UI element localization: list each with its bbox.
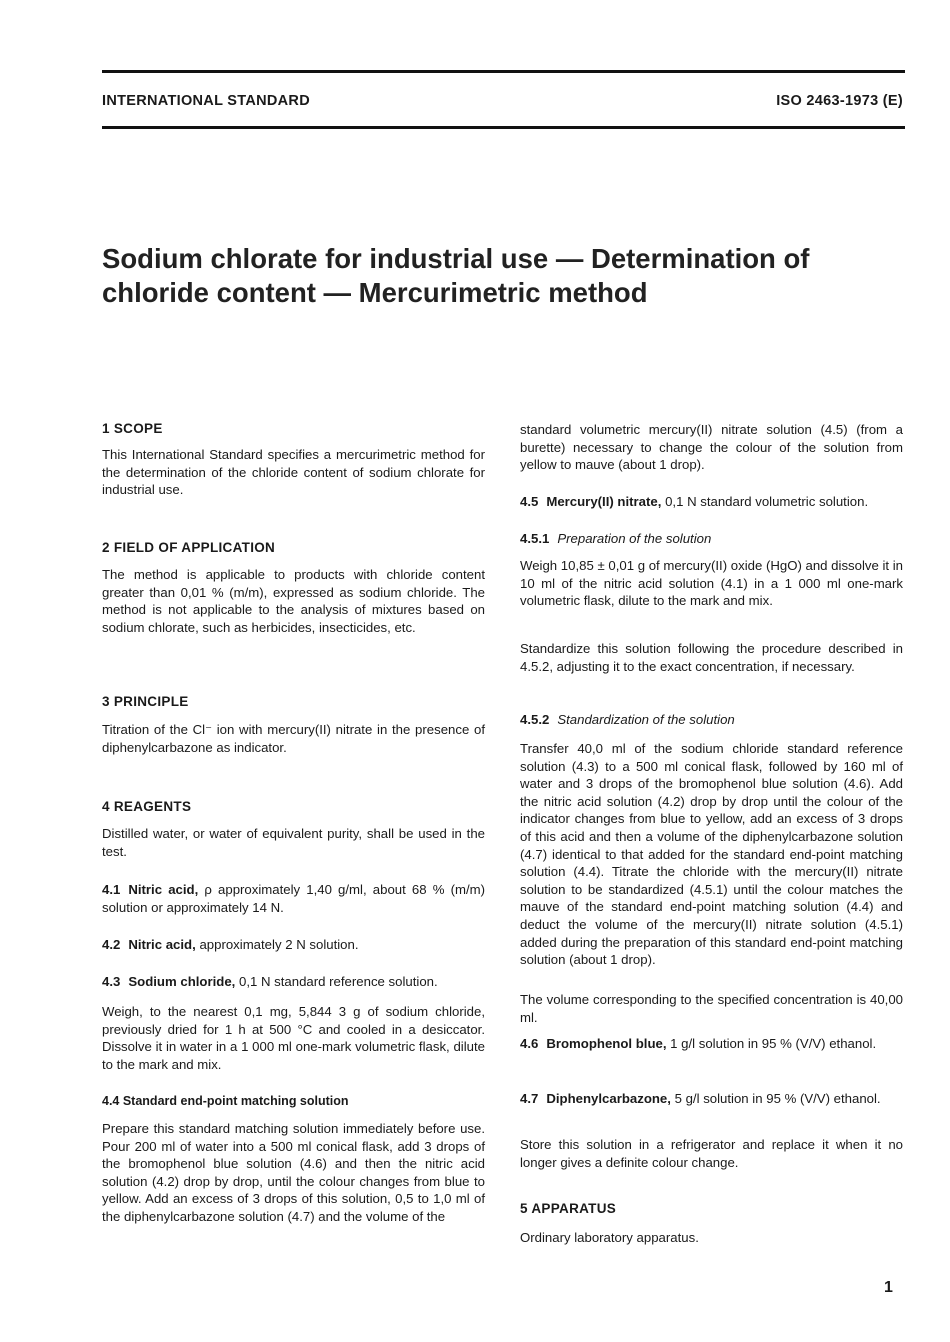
reagent-item bbox=[520, 493, 903, 511]
item-name: Sodium chloride, bbox=[128, 974, 236, 989]
paragraph: This International Standard specifies a mercurimetric method for the determination of the chloride content of sodium chlorate for industrial use. bbox=[102, 447, 485, 498]
item-text: 5 g/l solution in 95 % (V/V) ethanol. bbox=[670, 1091, 881, 1106]
paragraph: Weigh, to the nearest 0,1 mg, 5,844 3 g of sodium chloride, previously dried for 1 h at 500 °C and cooled in a desiccator. Dissolve it in water in a 1 000 ml one-mark volumetric flask, dilute to the mark and mix. bbox=[102, 1004, 485, 1072]
item-number: 4.2 bbox=[102, 937, 121, 952]
paragraph: Standardize this solution following the procedure described in 4.5.2, adjusting it to the exact concentration, if necessary. bbox=[520, 641, 903, 674]
paragraph: Prepare this standard matching solution immediately before use. Pour 200 ml of water into a 500 ml conical flask, add 3 drops of the bromophenol blue solution (4.6) and then the nitric acid solution (4.2) drop by drop, until the colour changes from blue to yellow. Add an excess of 3 drops of this solution, 0,5 to 1,0 ml of the diphenylcarbazone solution (4.7) and the volume of the bbox=[102, 1121, 485, 1224]
paragraph: Store this solution in a refrigerator and replace it when it no longer gives a definite colour change. bbox=[520, 1137, 903, 1170]
paragraph: Transfer 40,0 ml of the sodium chloride standard reference solution (4.3) to a 500 ml conical flask, followed by 160 ml of water and 3 drops of the bromophenol blue solution (4.6). Add the nitric acid solution (4.2) drop by drop until the colour of the indicator changes from blue to yellow, add an excess of 3 drops of this acid and then a volume of the diphenylcarbazone solution (4.7) identical to that added for the standard end-point matching solution (4.4). Titrate the chloride with the mercury(II) nitrate solution to be standardized (4.5.1) until the colour matches the mauve of the standard end-point matching solution (4.4) and deduct the volume of the mercury(II) nitrate solution (4.5.1) added during the preparation of this standard end-point matching solution (about 1 drop). bbox=[520, 741, 903, 968]
section-heading: 3 PRINCIPLE bbox=[102, 694, 189, 709]
item-number: 4.1 bbox=[102, 882, 121, 897]
paragraph: The method is applicable to products with chloride content greater than 0,01 % (m/m), expressed as sodium chloride. The method is not applicable to the analysis of mixtures based on sodium chlorate, such as herbicides, insecticides, etc. bbox=[102, 567, 485, 635]
paragraph: Ordinary laboratory apparatus. bbox=[520, 1230, 699, 1245]
paragraph: standard volumetric mercury(II) nitrate solution (4.5) (from a burette) necessary to change the colour of the solution from yellow to mauve (about 1 drop). bbox=[520, 422, 903, 473]
section-heading: 2 FIELD OF APPLICATION bbox=[102, 540, 276, 555]
item-name: Bromophenol blue, bbox=[546, 1036, 667, 1051]
subsection-title: Preparation of the solution bbox=[557, 531, 712, 546]
item-name: Nitric acid, bbox=[128, 882, 199, 897]
item-name: Nitric acid, bbox=[128, 937, 196, 952]
item-number: 4.5 bbox=[520, 494, 539, 509]
item-text: approximately 2 N solution. bbox=[195, 937, 359, 952]
subsection-heading bbox=[520, 530, 903, 548]
paragraph: Weigh 10,85 ± 0,01 g of mercury(II) oxide (HgO) and dissolve it in 10 ml of the nitric acid solution (4.1) in a 1 000 ml one-mark volumetric flask, dilute to the mark and mix. bbox=[520, 558, 904, 609]
item-text: 0,1 N standard volumetric solution. bbox=[661, 494, 869, 509]
item-name: Diphenylcarbazone, bbox=[546, 1091, 671, 1106]
subsection-title: Standardization of the solution bbox=[557, 712, 735, 727]
paragraph: The volume corresponding to the specified concentration is 40,00 ml. bbox=[520, 992, 903, 1025]
paragraph: Distilled water, or water of equivalent purity, shall be used in the test. bbox=[102, 826, 485, 859]
reagent-item bbox=[520, 1035, 903, 1053]
paragraph: Titration of the Cl⁻ ion with mercury(II) nitrate in the presence of diphenylcarbazone as indicator. bbox=[102, 722, 485, 755]
top-rule bbox=[102, 70, 905, 73]
header-left: INTERNATIONAL STANDARD bbox=[102, 93, 310, 109]
item-number: 4.3 bbox=[102, 974, 121, 989]
section-heading: 5 APPARATUS bbox=[520, 1201, 617, 1216]
page-number: 1 bbox=[884, 1279, 893, 1296]
item-name: Mercury(II) nitrate, bbox=[546, 494, 662, 509]
section-heading: 4 REAGENTS bbox=[102, 799, 192, 814]
item-text: 0,1 N standard reference solution. bbox=[235, 974, 438, 989]
reagent-item bbox=[520, 1090, 903, 1108]
subsection-number: 4.5.2 bbox=[520, 712, 550, 727]
item-number: 4.7 bbox=[520, 1091, 539, 1106]
reagent-item bbox=[102, 936, 485, 954]
section-heading: 1 SCOPE bbox=[102, 421, 163, 436]
subsection-number: 4.5.1 bbox=[520, 531, 550, 546]
reagent-item bbox=[102, 881, 485, 916]
subsection-heading bbox=[520, 711, 903, 729]
document-title: Sodium chlorate for industrial use — Determination of chloride content — Mercurimetric method bbox=[102, 243, 810, 308]
item-number: 4.6 bbox=[520, 1036, 539, 1051]
item-text: 1 g/l solution in 95 % (V/V) ethanol. bbox=[666, 1036, 877, 1051]
section-heading: 4.4 Standard end-point matching solution bbox=[102, 1094, 349, 1108]
item-text: ρ approximately 1,40 g/ml, about 68 % (m/m) solution or approximately 14 N. bbox=[102, 882, 485, 915]
header-rule bbox=[102, 126, 905, 129]
header-right: ISO 2463-1973 (E) bbox=[776, 93, 903, 109]
reagent-item bbox=[102, 973, 485, 991]
